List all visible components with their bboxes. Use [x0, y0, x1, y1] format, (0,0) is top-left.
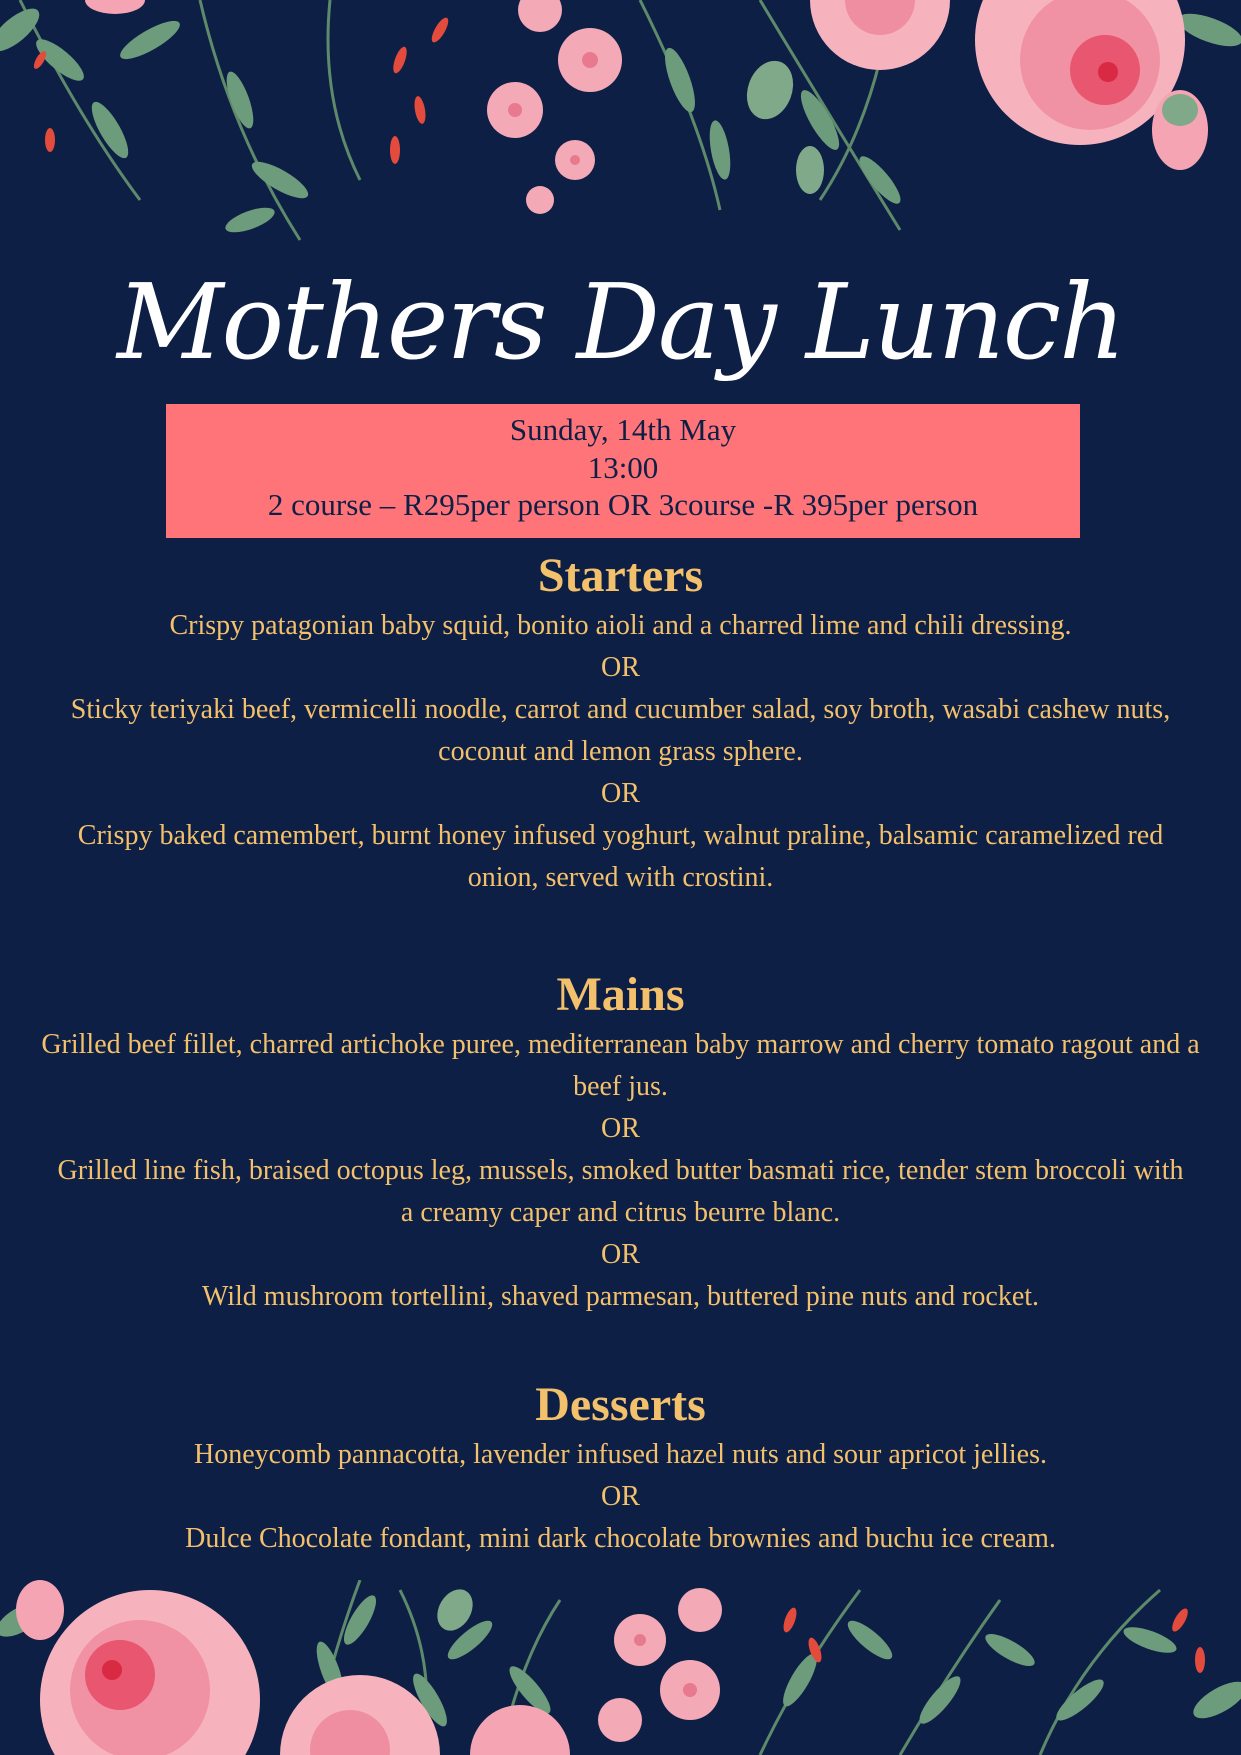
- event-time: 13:00: [587, 449, 659, 485]
- starters-section: [0, 547, 1241, 899]
- starter-dish: Sticky teriyaki beef, vermicelli noodle, carrot and cucumber salad, soy broth, wasabi cashew nuts, coconut and lemon grass sphere.: [70, 694, 1171, 767]
- event-date: Sunday, 14th May: [509, 412, 737, 447]
- desserts-section: [0, 1376, 1241, 1560]
- main-dish: Grilled line fish, braised octopus leg, mussels, smoked butter basmati rice, tender stem broccoli with a creamy caper and citrus beurre blanc.: [57, 1155, 1184, 1228]
- starter-dish: Crispy patagonian baby squid, bonito aioli and a charred lime and chili dressing.: [169, 610, 1072, 641]
- floral-bottom-decoration: [0, 1580, 1241, 1755]
- or-separator: OR: [601, 1113, 640, 1144]
- event-info-box: [166, 404, 1080, 538]
- starter-dish: Crispy baked camembert, burnt honey infused yoghurt, walnut praline, balsamic caramelized red onion, served with crostini.: [77, 820, 1164, 893]
- dessert-dish: Honeycomb pannacotta, lavender infused hazel nuts and sour apricot jellies.: [194, 1439, 1047, 1470]
- main-dish: Wild mushroom tortellini, shaved parmesan, buttered pine nuts and rocket.: [201, 1281, 1040, 1312]
- menu-title: Mothers Day Lunch: [116, 261, 1124, 383]
- mains-heading: Mains: [556, 968, 685, 1021]
- floral-top-decoration: [0, 0, 1241, 260]
- or-separator: OR: [601, 1239, 640, 1270]
- dessert-dish: Dulce Chocolate fondant, mini dark chocolate brownies and buchu ice cream.: [185, 1523, 1056, 1554]
- main-dish: Grilled beef fillet, charred artichoke puree, mediterranean baby marrow and cherry tomato ragout and a beef jus.: [41, 1029, 1200, 1102]
- or-separator: OR: [601, 1481, 640, 1512]
- mains-section: [0, 966, 1241, 1318]
- or-separator: OR: [601, 652, 640, 683]
- desserts-heading: Desserts: [535, 1378, 706, 1431]
- or-separator: OR: [601, 778, 640, 809]
- event-pricing: 2 course – R295per person OR 3course -R 395per person: [267, 487, 979, 522]
- starters-heading: Starters: [537, 549, 704, 602]
